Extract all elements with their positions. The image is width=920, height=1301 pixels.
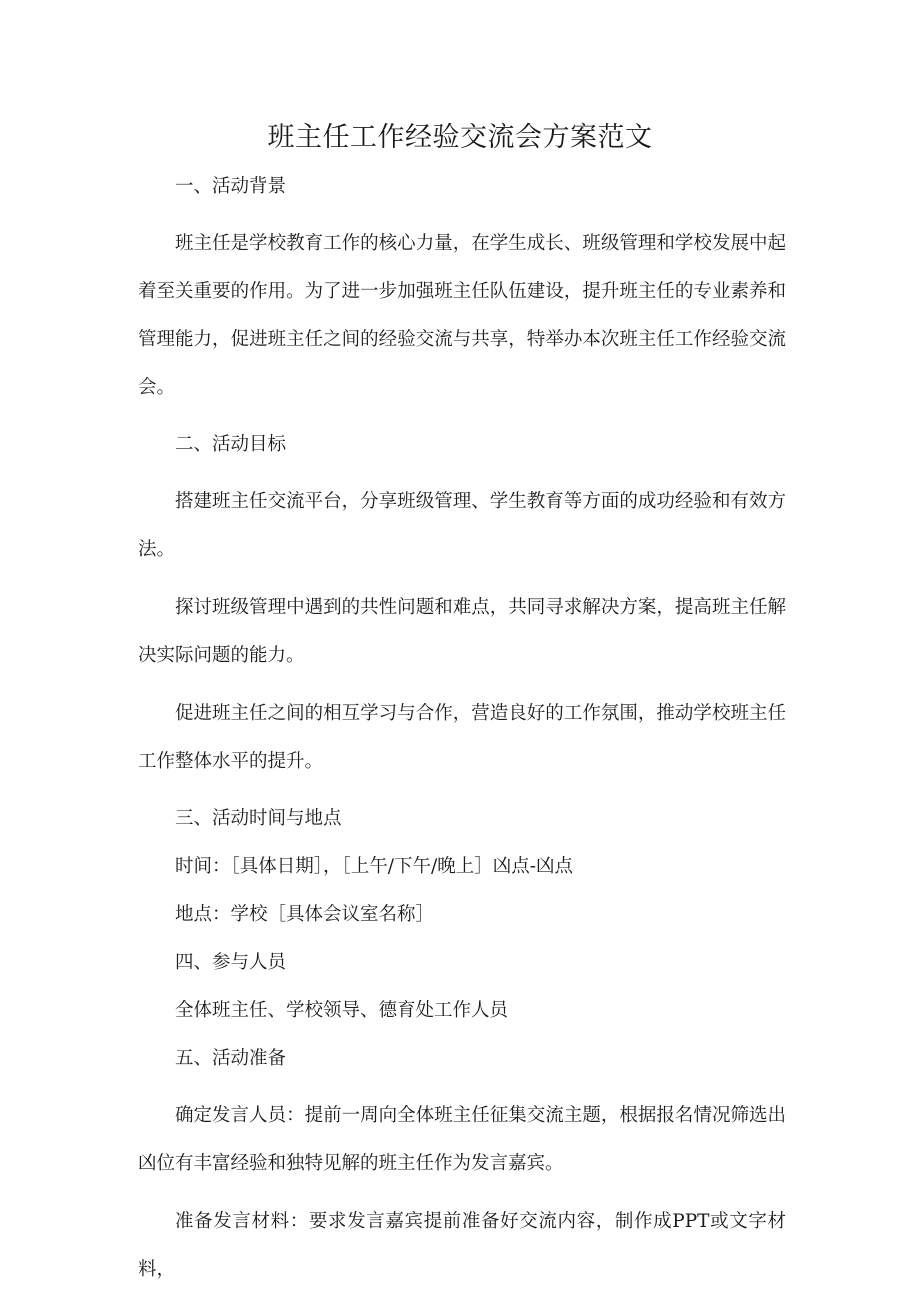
document-title: 班主任工作经验交流会方案范文 (267, 122, 653, 153)
paragraph-background: 班主任是学校教育工作的核心力量，在学生成长、班级管理和学校发展中起着至关重要的作用。为了进一步加强班主任队伍建设，提升班主任的专业素养和管理能力，促进班主任之间的经验交流与共享，特举办本次班主任工作经验交流会。 (138, 233, 786, 398)
section-heading-time-place: 三、活动时间与地点 (175, 808, 342, 829)
paragraph-prep-2: 准备发言材料：要求发言嘉宾提前准备好交流内容，制作成PPT或文字材料， (138, 1211, 786, 1280)
section-heading-goals: 二、活动目标 (175, 434, 287, 455)
section-heading-preparation: 五、活动准备 (175, 1048, 287, 1069)
section-heading-background: 一、活动背景 (175, 176, 287, 197)
time-line: 时间：［具体日期］，［上午/下午/晚上］凶点-凶点 (175, 856, 573, 877)
participants-line: 全体班主任、学校领导、德育处工作人员 (175, 1000, 509, 1021)
document-body (138, 172, 786, 1294)
paragraph-goal-1: 搭建班主任交流平台，分享班级管理、学生教育等方面的成功经验和有效方法。 (138, 491, 786, 560)
section-heading-participants: 四、参与人员 (175, 952, 287, 973)
paragraph-goal-3: 促进班主任之间的相互学习与合作，营造良好的工作氛围，推动学校班主任工作整体水平的提升。 (138, 703, 786, 772)
paragraph-prep-1: 确定发言人员：提前一周向全体班主任征集交流主题，根据报名情况筛选出凶位有丰富经验和独特见解的班主任作为发言嘉宾。 (138, 1105, 786, 1174)
place-line: 地点：学校［具体会议室名称］ (175, 904, 435, 925)
paragraph-goal-2: 探讨班级管理中遇到的共性问题和难点，共同寻求解决方案，提高班主任解决实际问题的能力。 (138, 597, 786, 666)
